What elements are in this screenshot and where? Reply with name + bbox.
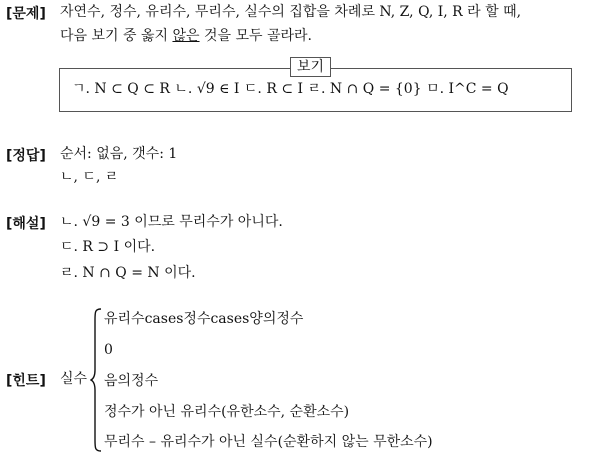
explanation-line-1: ㄴ. √9 = 3 이므로 무리수가 아니다. — [60, 214, 283, 230]
hint-label: 실수 — [60, 371, 88, 387]
hint-item-3: 음의정수 — [104, 373, 159, 389]
hint-item-1: 유리수cases정수cases양의정수 — [104, 311, 304, 327]
hint-item-5: 무리수 – 유리수가 아닌 실수(순환하지 않는 무한소수) — [104, 434, 433, 450]
hint-tag: [힌트] — [6, 373, 46, 389]
problem-line-2-post: 것을 모두 골라라. — [199, 28, 312, 44]
explanation-tag: [해설] — [6, 216, 46, 232]
choices-box-content: ㄱ. N ⊂ Q ⊂ R ㄴ. √9 ∈ I ㄷ. R ⊂ I ㄹ. N ∩ Q = {0} ㅁ. I^C = Q — [72, 81, 509, 97]
left-brace-icon — [90, 308, 102, 452]
problem-line-2-underlined: 않은 — [172, 28, 200, 44]
answer-line-1: 순서: 없음, 갯수: 1 — [60, 146, 178, 162]
problem-tag: [문제] — [6, 6, 46, 22]
problem-line-2-pre: 다음 보기 중 옳지 — [60, 28, 173, 44]
answer-line-2: ㄴ, ㄷ, ㄹ — [60, 169, 119, 185]
explanation-line-3: ㄹ. N ∩ Q = N 이다. — [60, 265, 196, 281]
problem-line-1: 자연수, 정수, 유리수, 무리수, 실수의 집합을 차례로 N, Z, Q, I, R 라 할 때, — [60, 4, 522, 20]
choices-box-label: 보기 — [290, 57, 331, 77]
explanation-line-2: ㄷ. R ⊃ I 이다. — [60, 239, 156, 255]
problem-line-2 — [60, 27, 312, 45]
answer-tag: [정답] — [6, 148, 46, 164]
hint-item-2: 0 — [104, 342, 113, 358]
hint-item-4: 정수가 아닌 유리수(유한소수, 순환소수) — [104, 404, 350, 420]
